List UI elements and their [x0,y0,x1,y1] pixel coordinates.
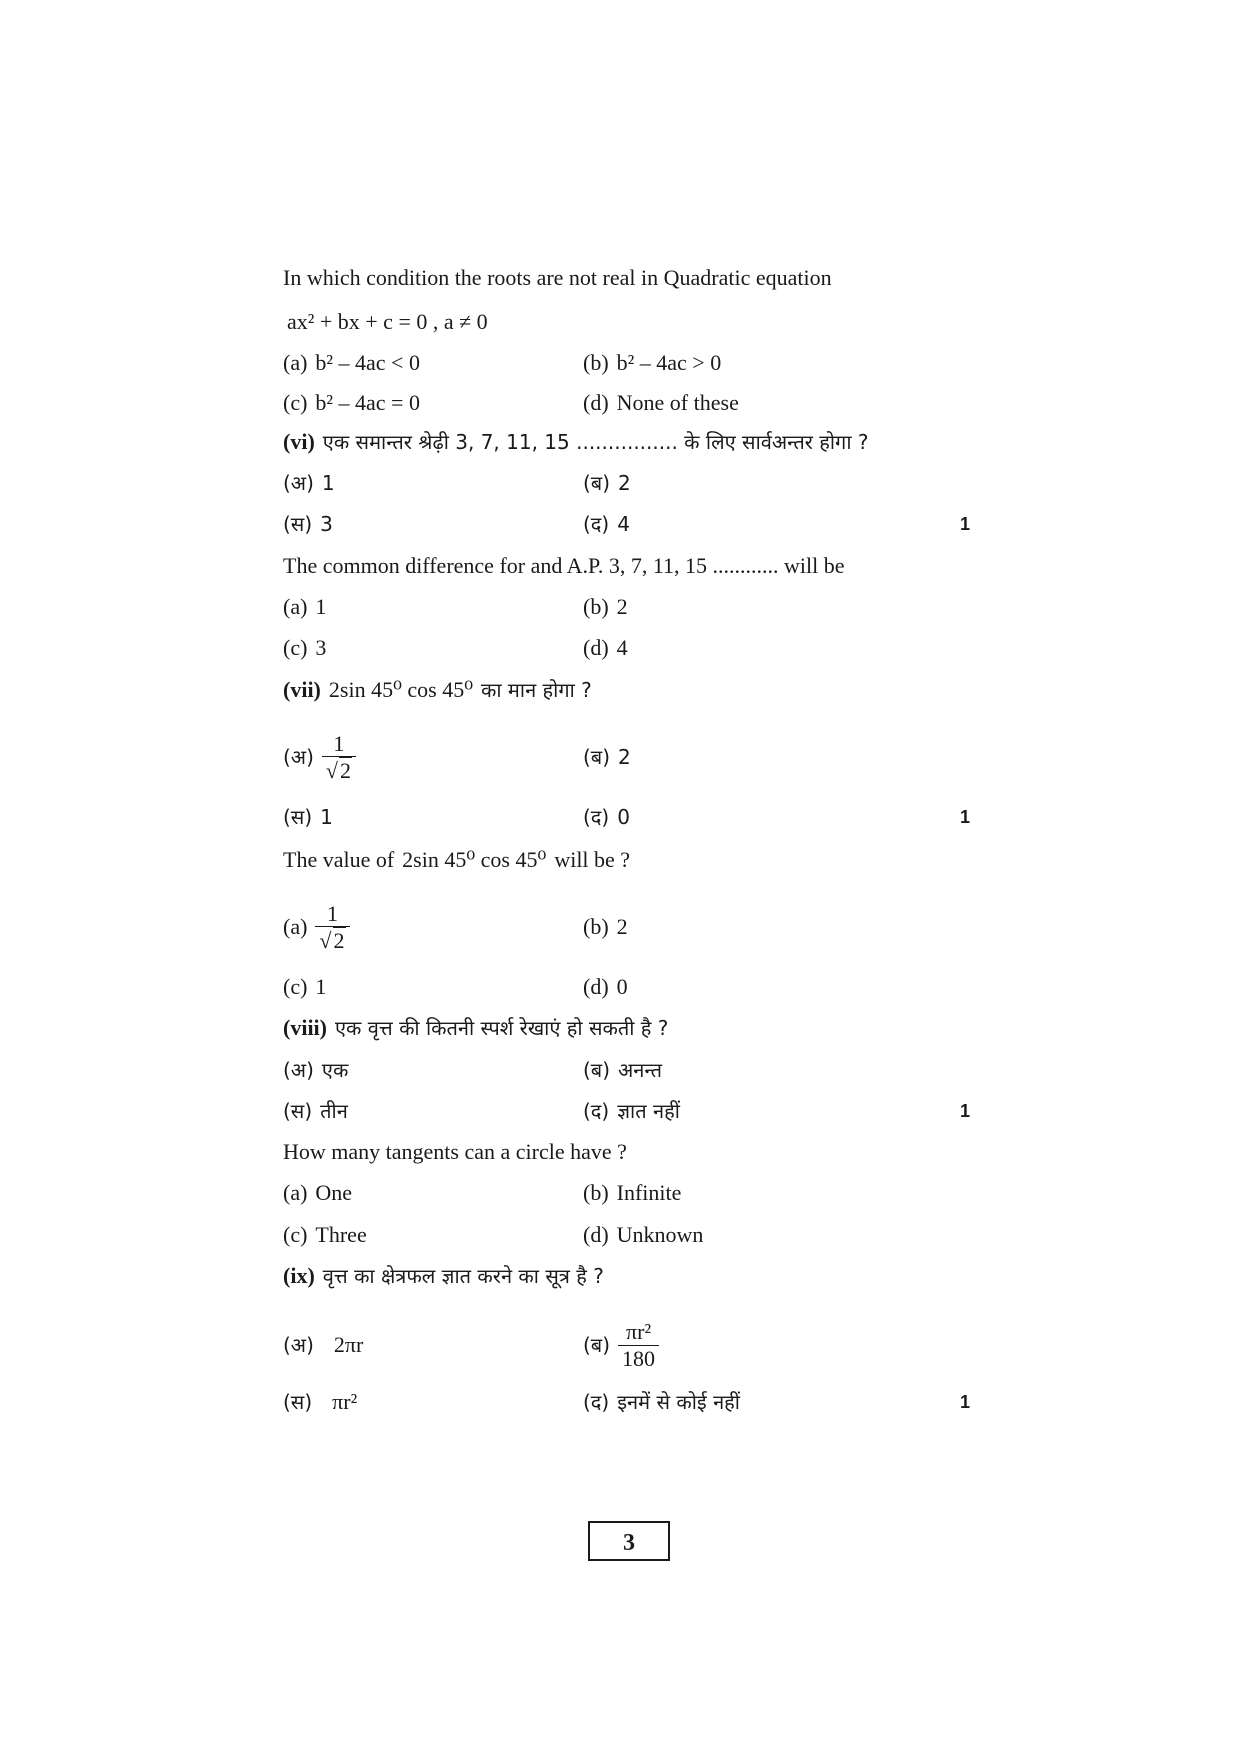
marks: 1 [960,1392,971,1412]
question-en-suffix: will be ? [554,847,631,872]
option-label: (a) [283,594,308,619]
question-hi: एक समान्तर श्रेढ़ी 3, 7, 11, 15 ................ के लिए सार्वअन्तर होगा ? [322,430,869,454]
option-text: 2 [618,471,631,495]
fraction-pi-r2-over-180 [618,1319,659,1371]
question-en: The common difference for and A.P. 3, 7, 11, 15 ............ will be [283,553,845,578]
quadratic-equation: ax² + bx + c = 0 , a ≠ 0 [287,309,488,334]
option-label: (c) [283,635,308,660]
option-label: (a) [283,350,308,375]
option-text: 2πr [333,1332,364,1357]
options-row [283,722,983,792]
option-text: 0 [616,974,628,999]
option-label: (स) [283,1390,313,1414]
option-text: 1 [320,805,333,829]
option-text: πr² [332,1389,358,1414]
option-label: (b) [583,350,609,375]
option-text: b² – 4ac = 0 [315,390,420,415]
options-row [283,797,983,837]
question-number: (ix) [283,1263,315,1288]
options-row [283,504,983,544]
options-row [283,1050,983,1090]
option-label: (द) [583,512,610,536]
question-en: How many tangents can a circle have ? [283,1139,627,1164]
question-en: In which condition the roots are not real in Quadratic equation [283,265,832,290]
option-text: Infinite [616,1180,682,1205]
question-number: (viii) [283,1015,327,1040]
option-text: 4 [617,512,630,536]
option-label: (c) [283,390,308,415]
radicand: 2 [333,928,345,953]
options-row [283,463,983,503]
option-text: ज्ञात नहीं [617,1099,680,1123]
option-label: (अ) [283,1333,314,1357]
options-row [283,587,983,627]
option-text: 2 [616,594,628,619]
option-label: (स) [283,1099,313,1123]
question-number: (vii) [283,677,321,702]
page-number: 3 [588,1521,670,1561]
option-text: इनमें से कोई नहीं [617,1390,740,1414]
options-row [283,1382,983,1422]
question-number: (vi) [283,429,315,454]
option-label: (ब) [583,1058,611,1082]
option-text: तीन [320,1099,348,1123]
option-text: अनन्त [618,1058,662,1082]
option-label: (a) [283,914,308,939]
option-label: (अ) [283,1058,314,1082]
option-text: 1 [315,594,327,619]
option-text: 1 [321,471,335,495]
options-row [283,383,983,423]
question-row [283,1256,983,1296]
options-row [283,628,983,668]
option-text: 3 [315,635,327,660]
trig-expression: 2sin 45⁰ cos 45⁰ [402,847,547,872]
option-label: (d) [583,390,609,415]
option-text: 2 [616,914,628,939]
option-text: 3 [320,512,333,536]
question-row [283,670,983,710]
options-row [283,1310,983,1380]
option-text: None of these [616,390,739,415]
option-label: (c) [283,1222,308,1247]
fraction-numerator: 1 [333,730,345,756]
marks: 1 [960,807,971,827]
option-text: एक [321,1058,349,1082]
fraction-denominator: √2 [315,926,349,953]
option-label: (c) [283,974,308,999]
question-hi: एक वृत्त की कितनी स्पर्श रेखाएं हो सकती है ? [335,1016,669,1040]
option-text: 1 [315,974,327,999]
question-row [283,546,983,586]
question-row [283,1132,983,1172]
option-text: 2 [618,745,631,769]
equation-line [283,302,983,342]
trig-expression: 2sin 45⁰ cos 45⁰ [328,677,474,702]
options-row [283,967,983,1007]
option-label: (d) [583,974,609,999]
option-label: (b) [583,914,609,939]
question-row [283,422,983,462]
option-text: One [315,1180,353,1205]
fraction-1-over-root2 [315,901,349,954]
fraction-denominator: √2 [322,756,356,783]
question-row [283,840,983,880]
option-label: (a) [283,1180,308,1205]
question-en-prefix: The value of [283,847,395,872]
radicand: 2 [339,758,351,783]
fraction-1-over-root2 [322,731,356,784]
option-label: (ब) [583,745,611,769]
option-label: (अ) [283,745,314,769]
question-hi-suffix: का मान होगा ? [481,678,592,702]
option-label: (द) [583,1390,610,1414]
options-row [283,343,983,383]
option-label: (d) [583,1222,609,1247]
option-label: (स) [283,805,313,829]
option-label: (ब) [583,1333,611,1357]
fraction-numerator: πr² [626,1319,652,1345]
options-row [283,1091,983,1131]
option-text: Unknown [616,1222,704,1247]
options-row [283,892,983,962]
option-text: 0 [617,805,630,829]
fraction-denominator: 180 [618,1345,659,1371]
question-row [283,1008,983,1048]
option-text: b² – 4ac > 0 [616,350,722,375]
option-label: (b) [583,594,609,619]
option-label: (द) [583,1099,610,1123]
options-row [283,1173,983,1213]
option-text: 4 [616,635,628,660]
option-label: (स) [283,512,313,536]
option-text: Three [315,1222,367,1247]
fraction-numerator: 1 [326,900,338,926]
options-row [283,1215,983,1255]
option-text: b² – 4ac < 0 [315,350,420,375]
marks: 1 [960,1101,971,1121]
question-text [283,258,983,298]
marks: 1 [960,514,971,534]
option-label: (अ) [283,471,314,495]
option-label: (ब) [583,471,611,495]
option-label: (द) [583,805,610,829]
question-hi: वृत्त का क्षेत्रफल ज्ञात करने का सूत्र है ? [322,1264,604,1288]
option-label: (b) [583,1180,609,1205]
option-label: (d) [583,635,609,660]
